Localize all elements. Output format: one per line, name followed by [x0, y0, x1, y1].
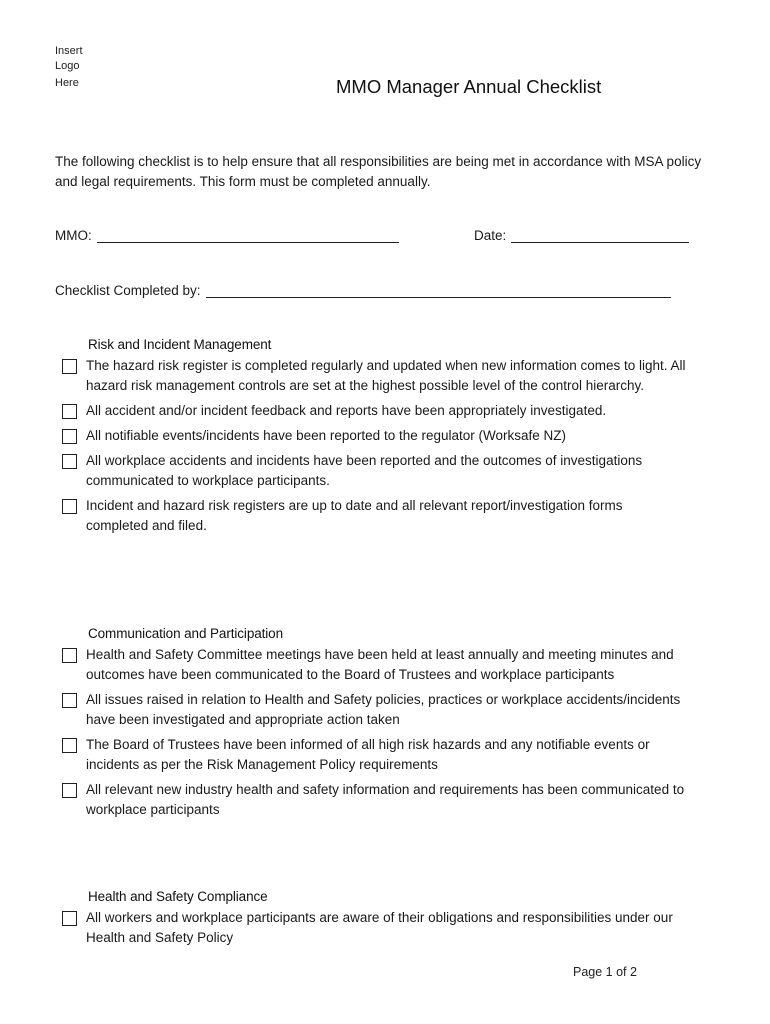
checklist-item-text: The Board of Trustees have been informed of all high risk hazards and any notifiable events or incidents as per the Risk Management Policy requirements [86, 737, 650, 772]
checkbox[interactable] [62, 783, 77, 798]
completed-by-field [55, 283, 671, 298]
checkbox[interactable] [62, 404, 77, 419]
checklist-item [62, 647, 702, 685]
checklist-item-text: Health and Safety Committee meetings have been held at least annually and meeting minutes and outcomes have been communicated to the Board of Trustees and workplace participants [86, 647, 674, 682]
checkbox[interactable] [62, 738, 77, 753]
checklist-item-text: All workers and workplace participants are aware of their obligations and responsibilities under our Health and Safety Policy [86, 910, 673, 945]
checkbox[interactable] [62, 359, 77, 374]
checkbox[interactable] [62, 429, 77, 444]
checklist-item [62, 498, 702, 536]
completed-by-label: Checklist Completed by: [55, 283, 201, 298]
checklist-item [62, 428, 702, 446]
checklist-item-text: All issues raised in relation to Health and Safety policies, practices or workplace accidents/incidents have been investigated and appropriate action taken [86, 692, 681, 727]
section-heading: Communication and Participation [88, 626, 284, 641]
date-field [474, 228, 689, 243]
section-heading: Health and Safety Compliance [88, 889, 268, 904]
checklist-item-text: Incident and hazard risk registers are up to date and all relevant report/investigation forms completed and filed. [86, 498, 623, 533]
section-heading: Risk and Incident Management [88, 337, 272, 352]
logo-placeholder-line3: Here [55, 77, 79, 89]
checklist-item [62, 692, 702, 730]
checklist-item [62, 358, 702, 396]
checklist-item [62, 737, 702, 775]
mmo-label: MMO: [55, 228, 92, 243]
checkbox[interactable] [62, 693, 77, 708]
checklist-item-text: All workplace accidents and incidents have been reported and the outcomes of investigations communicated to workplace participants. [86, 453, 643, 488]
checkbox[interactable] [62, 454, 77, 469]
checklist-item-text: The hazard risk register is completed regularly and updated when new information comes to light. All hazard risk management controls are set at the highest possible level of the control hierarchy. [86, 358, 686, 393]
checklist-item [62, 910, 702, 948]
mmo-field [55, 228, 399, 243]
section-risk-and-incident-management [62, 337, 702, 543]
checklist-item [62, 403, 702, 421]
section-health-and-safety-compliance [62, 889, 702, 955]
checklist-item [62, 782, 702, 820]
date-label: Date: [474, 228, 507, 243]
checkbox[interactable] [62, 499, 77, 514]
checklist-item [62, 453, 702, 491]
completed-by-input-line[interactable] [206, 283, 671, 298]
intro-paragraph: The following checklist is to help ensure that all responsibilities are being met in accordance with MSA policy and legal requirements. This form must be completed annually. [55, 154, 702, 189]
logo-placeholder-line2: Logo [55, 60, 80, 72]
checklist-item-text: All notifiable events/incidents have been reported to the regulator (Worksafe NZ) [86, 428, 567, 443]
section-communication-and-participation [62, 626, 702, 827]
mmo-input-line[interactable] [97, 228, 399, 243]
document-title: MMO Manager Annual Checklist [336, 76, 602, 97]
checkbox[interactable] [62, 911, 77, 926]
logo-placeholder [55, 44, 83, 91]
page-number: Page 1 of 2 [573, 965, 637, 979]
logo-placeholder-line1: Insert [55, 45, 83, 57]
checklist-item-text: All accident and/or incident feedback and reports have been appropriately investigated. [86, 403, 607, 418]
checkbox[interactable] [62, 648, 77, 663]
date-input-line[interactable] [511, 228, 689, 243]
checklist-item-text: All relevant new industry health and safety information and requirements has been communicated to workplace participants [86, 782, 685, 817]
